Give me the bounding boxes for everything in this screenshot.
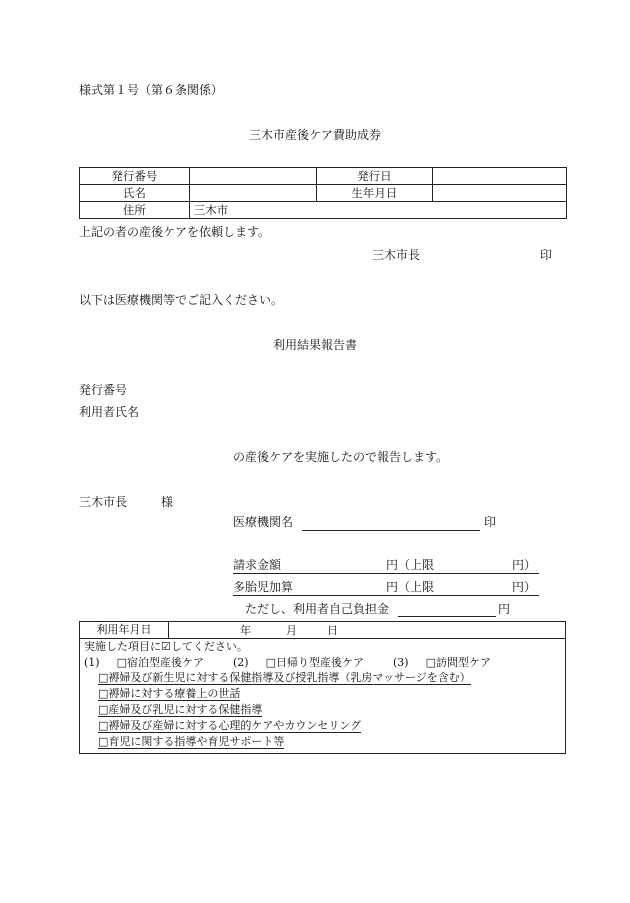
type-1-number: (1) [84,656,100,669]
care-item-5 [98,735,284,749]
care-item-3 [98,703,262,717]
claim-yen: 円 [386,558,399,572]
copay-line[interactable] [398,616,496,617]
multi-birth-line[interactable] [233,595,539,596]
care-item-2-checkbox[interactable]: □ [98,687,109,700]
report-title: 利用結果報告書 [272,338,357,352]
multi-limit-close: 円） [512,580,537,594]
mayor-label: 三木市長 [372,248,421,262]
care-item-4-label: 褥婦及び産婦に対する心理的ケアやカウンセリング [108,719,362,732]
type-2-label: 日帰り型産後ケア [276,656,364,669]
issue-number-label: 発行番号 [80,168,190,185]
institution-name-line[interactable] [302,530,480,531]
instruction-pre: 実施した項目に [84,640,161,653]
type-1-checkbox[interactable]: □ [116,656,127,669]
name-label: 氏名 [80,185,190,202]
document-title: 三木市産後ケア費助成券 [248,128,381,142]
care-item-2 [98,687,240,701]
day-label: 日 [327,624,338,637]
institution-note: 以下は医療機関等でご記入ください。 [79,293,284,307]
multi-birth-label: 多胎児加算 [233,580,294,594]
name-cell[interactable] [189,185,316,202]
care-item-5-checkbox[interactable]: □ [98,735,109,748]
care-item-1-label: 褥婦及び新生児に対する保健指導及び授乳指導（乳房マッサージを含む） [108,671,471,684]
care-item-4-checkbox[interactable]: □ [98,719,109,732]
claim-limit-close: 円） [512,558,537,572]
instruction-line [84,640,248,653]
form-number: 様式第１号（第６条関係） [79,83,224,97]
addressee: 三木市長 [79,495,128,509]
claim-amount-line[interactable] [233,573,539,574]
address-label: 住所 [80,202,190,219]
care-item-1 [98,671,471,685]
multi-limit-open: （上限 [398,580,435,594]
care-item-3-label: 産婦及び乳児に対する保健指導 [108,703,263,716]
care-item-4 [98,719,361,733]
issue-date-label: 発行日 [316,168,433,185]
request-text: 上記の者の産後ケアを依頼します。 [79,225,271,239]
address-cell[interactable]: 三木市 [189,202,566,219]
type-2-number: (2) [233,656,249,669]
multi-yen: 円 [386,580,399,594]
year-label: 年 [240,624,251,637]
report-user-name-label: 利用者氏名 [79,405,140,419]
instruction-post: してください。 [170,640,248,653]
ticket-table [79,167,567,219]
copay-label: ただし、利用者自己負担金 [245,602,390,616]
usage-date-row [80,622,565,639]
institution-name-label: 医療機関名 [233,515,294,529]
type-1-label: 宿泊型産後ケア [127,656,204,669]
addressee-suffix: 様 [161,495,174,509]
report-issue-number-label: 発行番号 [79,383,128,397]
type-3-checkbox[interactable]: □ [425,656,436,669]
birthdate-label: 生年月日 [316,185,433,202]
care-item-1-checkbox[interactable]: □ [98,671,109,684]
birthdate-cell[interactable] [433,185,567,202]
care-item-3-checkbox[interactable]: □ [98,703,109,716]
usage-date-label: 利用年月日 [80,622,169,638]
claim-amount-label: 請求金額 [233,558,282,572]
type-3-number: (3) [393,656,409,669]
month-label: 月 [286,624,297,637]
care-item-2-label: 褥婦に対する療養上の世話 [108,687,241,700]
seal-mark: 印 [540,248,553,262]
issue-date-cell[interactable] [433,168,567,185]
institution-seal-mark: 印 [484,515,497,529]
report-statement: の産後ケアを実施したので報告します。 [233,450,449,464]
claim-limit-open: （上限 [398,558,435,572]
care-item-5-label: 育児に関する指導や育児サポート等 [108,735,285,748]
care-type-row [84,656,491,669]
type-2-checkbox[interactable]: □ [265,656,276,669]
checked-box-icon: ☑ [161,640,171,653]
type-3-label: 訪問型ケア [436,656,491,669]
copay-yen: 円 [498,602,511,616]
usage-box [79,621,566,754]
issue-number-cell[interactable] [189,168,316,185]
